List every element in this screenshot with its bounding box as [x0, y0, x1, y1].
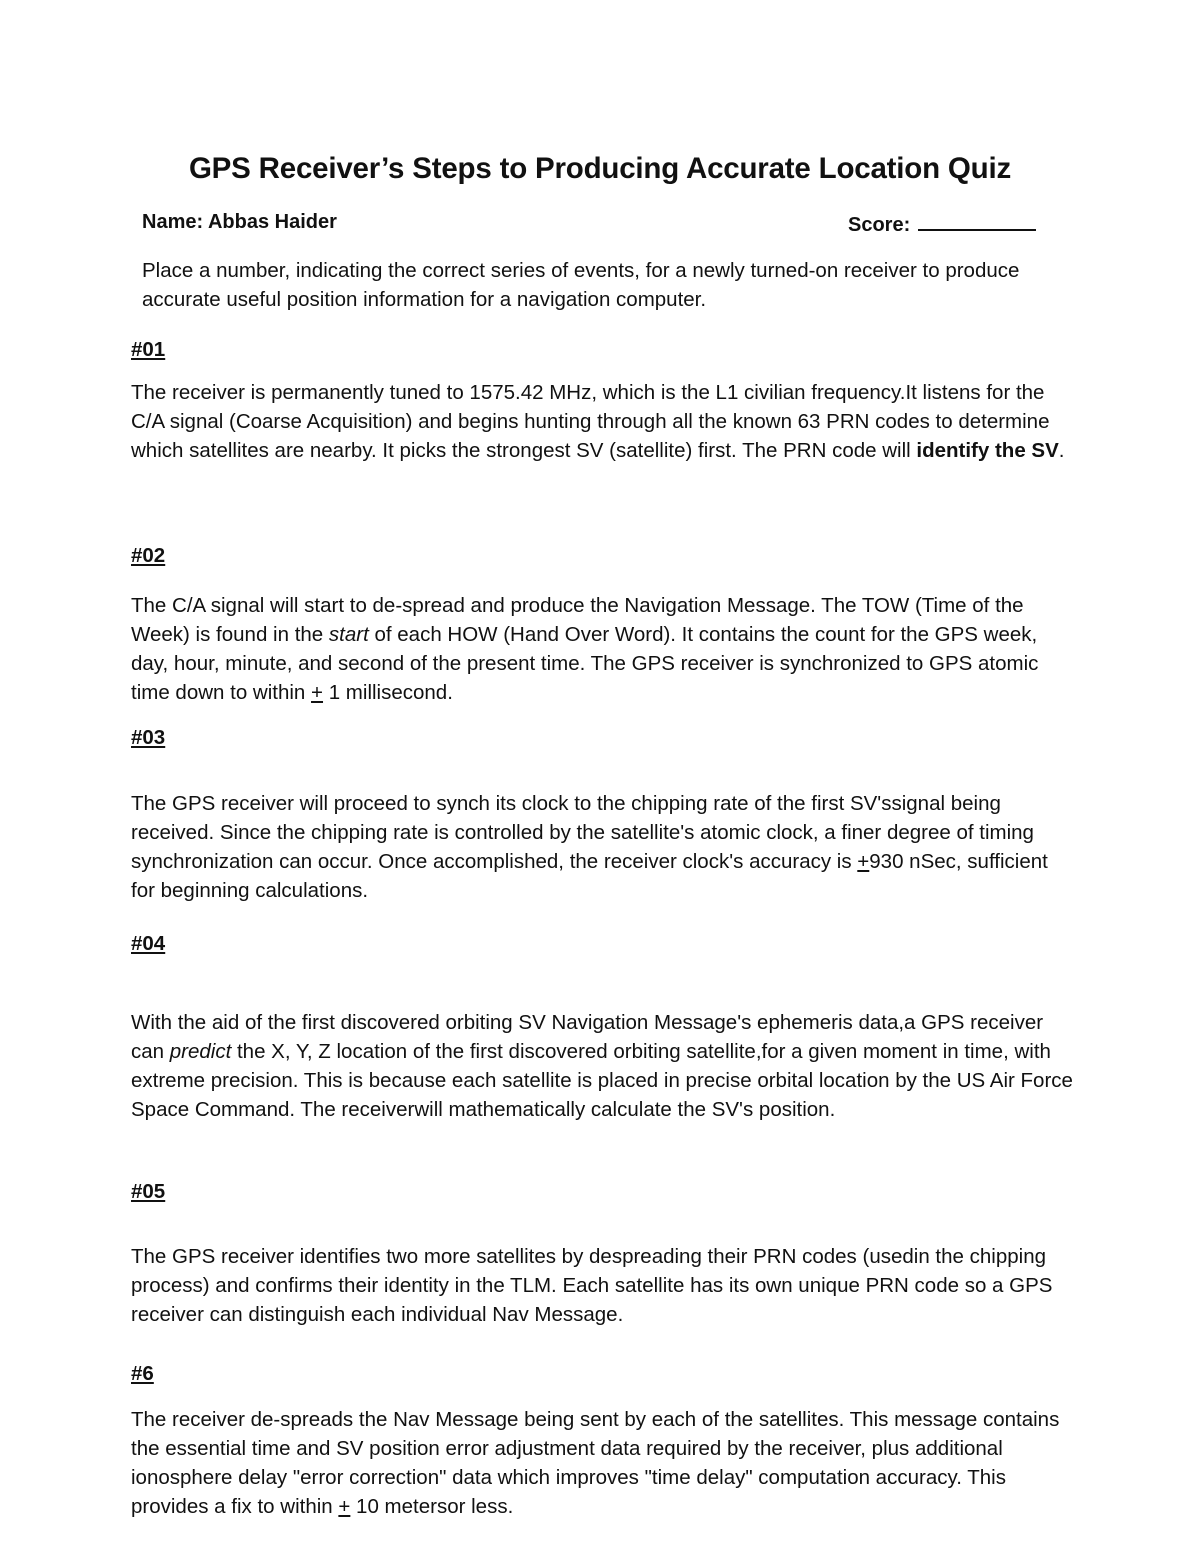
section-heading-03: #03: [131, 726, 166, 749]
section-02-text-b: of each HOW (Hand Over Word). It contains the count for the GPS week, day, hour, minute, and second of the present time. The GPS receiver is synchronized to GPS atomic time down to within: [131, 623, 1039, 704]
section-04-text-b: the X, Y, Z location of the first discovered orbiting satellite,for a given moment in time, with extreme precision. This is because each satellite is placed in precise orbital location by the US Air Force Space Command. The receiverwill mathematically calculate the SV's position.: [131, 1040, 1073, 1121]
section-05-text-a: The GPS receiver identifies two more satellites by despreading their PRN codes (usedin the chipping process) and confirms their identity in the TLM. Each satellite has its own unique PRN code so a GPS receiver can distinguish each individual Nav Message.: [131, 1245, 1053, 1326]
score-label: Score:: [848, 214, 911, 236]
section-01-bold-text: identify the SV: [916, 439, 1059, 462]
section-heading-6: #6: [131, 1362, 154, 1385]
section-04-text-a: With the aid of the first discovered orbiting SV Navigation Message's ephemeris data,a GPS receiver can: [131, 1011, 1044, 1063]
section-03-text-a: The GPS receiver will proceed to synch its clock to the chipping rate of the first SV'ssignal being received. Since the chipping rate is controlled by the satellite's atomic clock, a finer degree of timing synchronization can occur. Once accomplished, the receiver clock's accuracy is: [131, 792, 1034, 873]
plus-minus-symbol: +: [338, 1495, 351, 1518]
section-6-text-b: 10 metersor less.: [350, 1495, 514, 1518]
score-blank-line: [918, 211, 1036, 231]
section-heading-01: #01: [131, 338, 166, 361]
name-label: Name: Abbas Haider: [142, 211, 337, 233]
section-6-text-a: The receiver de-spreads the Nav Message being sent by each of the satellites. This message contains the essential time and SV position error adjustment data required by the receiver, plus additional ionosphere delay "error correction" data which improves "time delay" computation accuracy. This provides a fix to within: [131, 1408, 1060, 1518]
section-02-italic-text: start: [328, 623, 369, 646]
section-text-6: [131, 1405, 1076, 1521]
score-field: [848, 211, 1036, 237]
section-04-italic-text: predict: [169, 1040, 232, 1063]
section-heading-05: #05: [131, 1180, 166, 1203]
section-heading-04: #04: [131, 932, 166, 955]
section-text-05: [131, 1242, 1076, 1329]
page-title: GPS Receiver’s Steps to Producing Accurate Location Quiz: [188, 152, 1012, 185]
section-01-text-a: The receiver is permanently tuned to 1575.42 MHz, which is the L1 civilian frequency.It listens for the C/A signal (Coarse Acquisition) and begins hunting through all the known 63 PRN codes to determine which satellites are nearby. It picks the strongest SV (satellite) first. The PRN code will: [131, 381, 1050, 462]
section-02-text-a: The C/A signal will start to de-spread and produce the Navigation Message. The TOW (Time of the Week) is found in the: [131, 594, 1024, 646]
section-text-03: [131, 789, 1076, 905]
plus-minus-symbol: +: [857, 850, 870, 873]
section-text-02: [131, 591, 1076, 707]
section-text-01: [131, 378, 1076, 465]
instructions: Place a number, indicating the correct series of events, for a newly turned-on receiver to produce accurate useful position information for a navigation computer.: [142, 259, 1020, 311]
section-02-text-c: 1 millisecond.: [323, 681, 453, 704]
section-heading-02: #02: [131, 544, 166, 567]
section-text-04: [131, 1008, 1076, 1124]
section-03-text-b: 930 nSec, sufficient for beginning calculations.: [131, 850, 1048, 902]
plus-minus-symbol: +: [311, 681, 324, 704]
section-01-text-b: .: [1058, 439, 1065, 462]
